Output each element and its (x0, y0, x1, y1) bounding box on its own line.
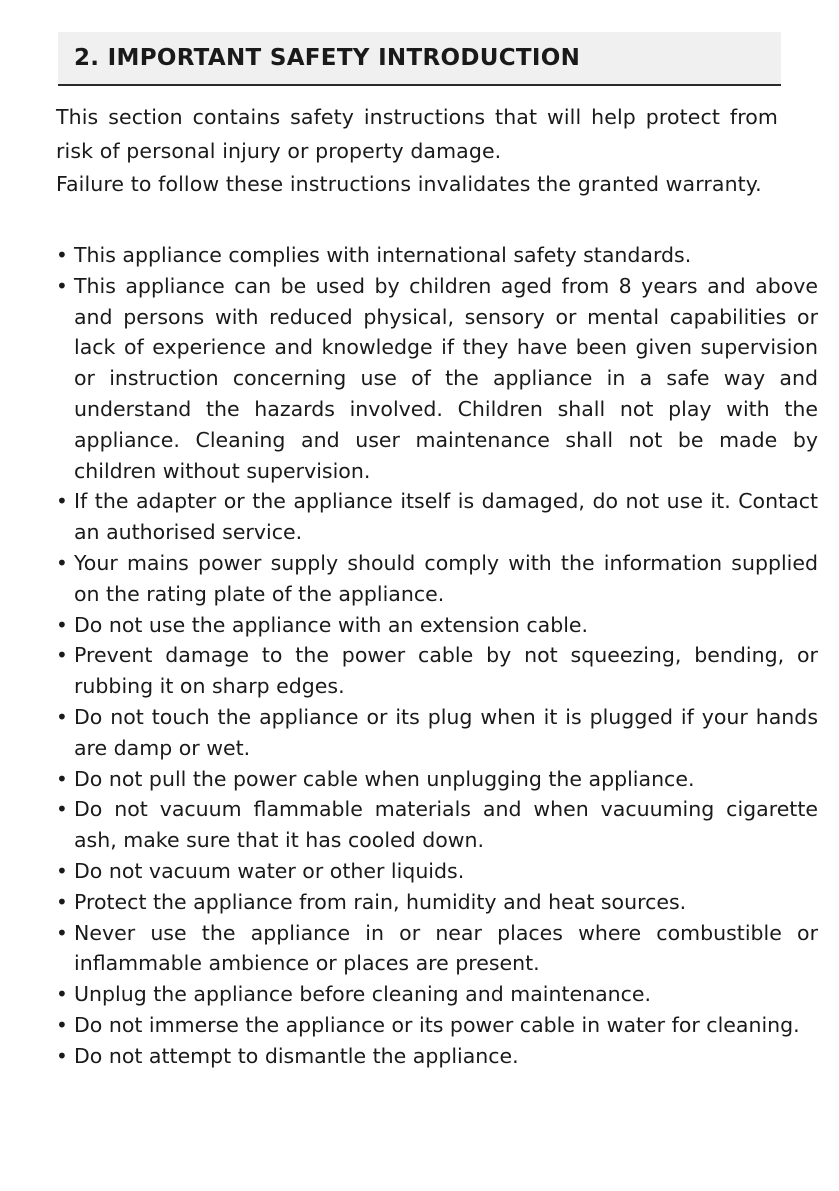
list-item (56, 702, 818, 764)
list-item-text: This appliance can be used by children aged from 8 years and above and persons with reduced physical, sensory or mental capabilities or lack of experience and knowledge if they have been given supervision or instruction concerning use of the appliance in a safe way and understand the hazards involved. Children shall not play with the appliance. Cleaning and user maintenance shall not be made by children without supervision. (74, 273, 818, 483)
list-item-text: Do not vacuum water or other liquids. (74, 858, 465, 883)
safety-instructions-list (56, 240, 818, 1072)
list-item (56, 1041, 818, 1072)
list-item-text: Do not touch the appliance or its plug when it is plugged if your hands are damp or wet. (74, 704, 818, 760)
list-item-text: Never use the appliance in or near places where combustible or inflammable ambience or places are present. (74, 920, 818, 976)
bullet-icon: • (56, 858, 68, 883)
bullet-icon: • (56, 889, 68, 914)
list-item (56, 1010, 818, 1041)
list-item (56, 610, 818, 641)
list-item-text: Your mains power supply should comply with the information supplied on the rating plate of the appliance. (74, 550, 818, 606)
bullet-icon: • (56, 982, 68, 1007)
bullet-icon: • (56, 489, 68, 514)
list-item (56, 856, 818, 887)
list-item-text: Do not immerse the appliance or its power cable in water for cleaning. (74, 1012, 800, 1037)
bullet-icon: • (56, 243, 68, 267)
list-item (56, 918, 818, 980)
list-item-text: If the adapter or the appliance itself is damaged, do not use it. Contact an authorised service. (74, 489, 818, 545)
list-item (56, 640, 818, 702)
list-item (56, 764, 818, 795)
bullet-icon: • (56, 550, 68, 575)
list-item (56, 887, 818, 918)
bullet-icon: • (56, 704, 68, 729)
bullet-icon: • (56, 612, 68, 637)
bullet-icon: • (56, 920, 68, 945)
list-item (56, 271, 818, 487)
list-item-text: Do not pull the power cable when unplugging the appliance. (74, 766, 695, 791)
bullet-icon: • (56, 797, 68, 822)
intro-block (56, 101, 778, 202)
intro-paragraph-2: Failure to follow these instructions invalidates the granted warranty. (56, 172, 762, 196)
list-item-text: Do not use the appliance with an extension cable. (74, 612, 589, 637)
section-heading: 2. IMPORTANT SAFETY INTRODUCTION (74, 45, 581, 71)
list-item-text: Unplug the appliance before cleaning and maintenance. (74, 982, 652, 1007)
list-item-text: This appliance complies with international safety standards. (74, 243, 692, 267)
list-item-text: Protect the appliance from rain, humidity and heat sources. (74, 889, 687, 914)
bullet-icon: • (56, 1043, 68, 1068)
list-item (56, 979, 818, 1010)
section-heading-bar (58, 32, 781, 86)
list-item-text: Do not attempt to dismantle the appliance. (74, 1043, 519, 1068)
bullet-icon: • (56, 766, 68, 791)
bullet-icon: • (56, 273, 68, 298)
list-item-text: Prevent damage to the power cable by not squeezing, bending, or rubbing it on sharp edges. (74, 643, 818, 699)
list-item (56, 794, 818, 856)
list-item (56, 240, 818, 271)
list-item (56, 486, 818, 548)
bullet-icon: • (56, 1012, 68, 1037)
intro-paragraph-1: This section contains safety instructions that will help protect from risk of personal injury or property damage. (56, 105, 778, 163)
bullet-icon: • (56, 643, 68, 668)
list-item-text: Do not vacuum flammable materials and when vacuuming cigarette ash, make sure that it has cooled down. (74, 797, 818, 853)
list-item (56, 548, 818, 610)
